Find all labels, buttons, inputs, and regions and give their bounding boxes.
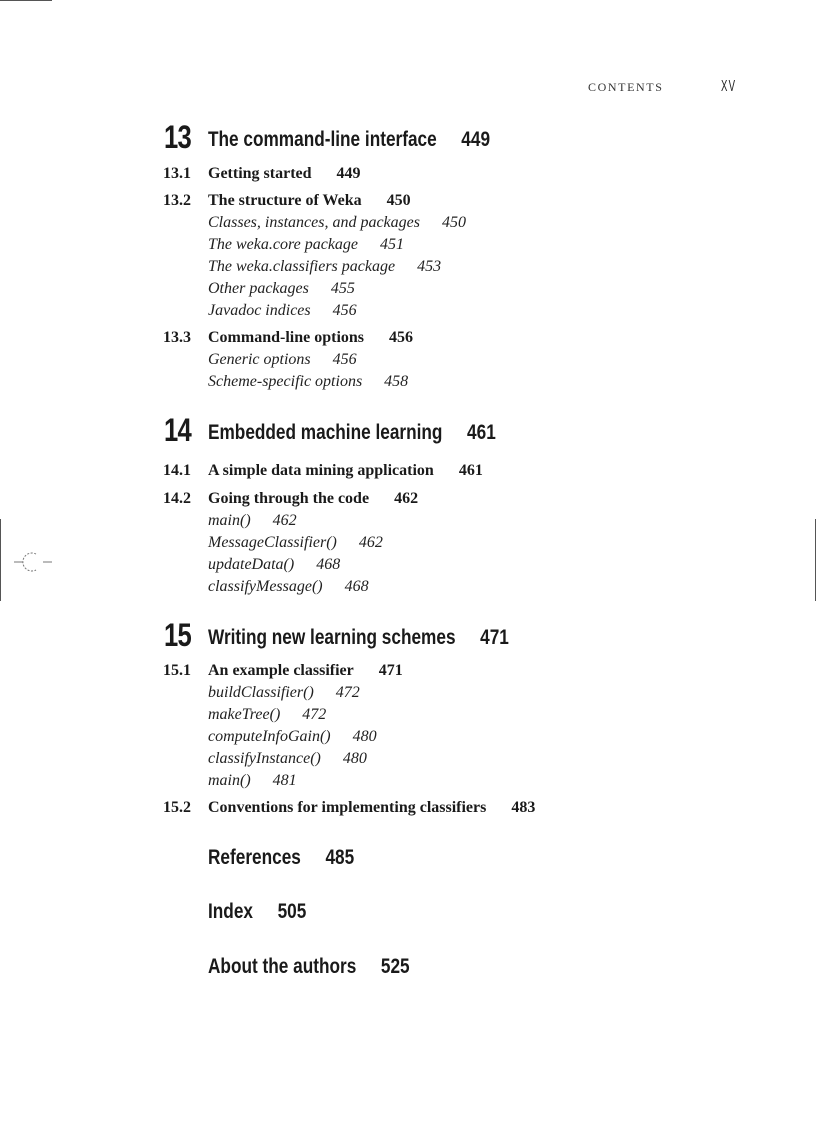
backmatter-references: References 485 bbox=[208, 846, 355, 869]
subsection-item: Javadoc indices 456 bbox=[208, 302, 357, 319]
subsection-page: 450 bbox=[441, 214, 466, 231]
backmatter-about-authors: About the authors 525 bbox=[208, 955, 410, 978]
section-title: Conventions for implementing classifiers 483 bbox=[208, 799, 536, 816]
subsection-item: buildClassifier() 472 bbox=[208, 684, 360, 701]
section-title: Command-line options 456 bbox=[208, 329, 414, 346]
subsection-page: 480 bbox=[352, 728, 377, 745]
subsection-page: 462 bbox=[358, 534, 383, 551]
chapter-page: 471 bbox=[480, 626, 509, 649]
section-title: Getting started 449 bbox=[208, 165, 361, 182]
section-number: 13.2 bbox=[163, 192, 191, 209]
subsection-page: 456 bbox=[332, 302, 357, 319]
subsection-item: Classes, instances, and packages 450 bbox=[208, 214, 466, 231]
section-number: 14.1 bbox=[163, 462, 191, 479]
subsection-item: Generic options 456 bbox=[208, 351, 357, 368]
subsection-page: 468 bbox=[316, 556, 341, 573]
subsection-item: main() 481 bbox=[208, 772, 297, 789]
crop-mark-top bbox=[0, 0, 52, 1]
section-title: Going through the code 462 bbox=[208, 490, 419, 507]
chapter-page: 449 bbox=[461, 128, 491, 151]
subsection-page: 453 bbox=[417, 258, 442, 275]
subsection-page: 472 bbox=[302, 706, 327, 723]
chapter-number: 15 bbox=[164, 617, 191, 653]
section-number: 15.2 bbox=[163, 799, 191, 816]
subsection-page: 462 bbox=[272, 512, 297, 529]
page-number: XV bbox=[721, 78, 737, 95]
subsection-item: computeInfoGain() 480 bbox=[208, 728, 377, 745]
subsection-page: 472 bbox=[335, 684, 360, 701]
backmatter-page: 525 bbox=[380, 955, 410, 978]
section-page: 449 bbox=[336, 165, 361, 182]
section-page: 450 bbox=[386, 192, 411, 209]
subsection-item: The weka.core package 451 bbox=[208, 236, 405, 253]
chapter-page: 461 bbox=[467, 421, 496, 444]
subsection-item: makeTree() 472 bbox=[208, 706, 327, 723]
section-page: 483 bbox=[511, 799, 536, 816]
subsection-page: 480 bbox=[342, 750, 367, 767]
chapter-title: The command-line interface 449 bbox=[208, 128, 491, 151]
subsection-item: classifyMessage() 468 bbox=[208, 578, 369, 595]
subsection-item: classifyInstance() 480 bbox=[208, 750, 367, 767]
section-number: 14.2 bbox=[163, 490, 191, 507]
subsection-item: Scheme-specific options 458 bbox=[208, 373, 409, 390]
chapter-title: Writing new learning schemes 471 bbox=[208, 626, 509, 649]
subsection-item: main() 462 bbox=[208, 512, 297, 529]
chapter-number: 14 bbox=[164, 412, 191, 448]
chapter-title: Embedded machine learning 461 bbox=[208, 421, 496, 444]
section-page: 462 bbox=[394, 490, 419, 507]
subsection-item: updateData() 468 bbox=[208, 556, 341, 573]
chapter-number: 13 bbox=[164, 119, 191, 155]
subsection-page: 481 bbox=[272, 772, 297, 789]
subsection-page: 455 bbox=[330, 280, 355, 297]
subsection-item: MessageClassifier() 462 bbox=[208, 534, 383, 551]
running-head bbox=[588, 78, 748, 98]
section-title: The structure of Weka 450 bbox=[208, 192, 411, 209]
section-title: An example classifier 471 bbox=[208, 662, 403, 679]
section-page: 471 bbox=[378, 662, 403, 679]
section-number: 13.1 bbox=[163, 165, 191, 182]
subsection-page: 468 bbox=[344, 578, 369, 595]
subsection-page: 458 bbox=[384, 373, 409, 390]
section-page: 456 bbox=[389, 329, 414, 346]
subsection-item: The weka.classifiers package 453 bbox=[208, 258, 442, 275]
section-title: A simple data mining application 461 bbox=[208, 462, 483, 479]
subsection-page: 451 bbox=[380, 236, 405, 253]
running-title: CONTENTS bbox=[588, 80, 664, 94]
subsection-item: Other packages 455 bbox=[208, 280, 355, 297]
registration-mark-icon bbox=[14, 550, 52, 574]
backmatter-page: 505 bbox=[277, 900, 307, 923]
section-number: 15.1 bbox=[163, 662, 191, 679]
backmatter-index: Index 505 bbox=[208, 900, 307, 923]
section-page: 461 bbox=[458, 462, 483, 479]
section-number: 13.3 bbox=[163, 329, 191, 346]
subsection-page: 456 bbox=[332, 351, 357, 368]
backmatter-page: 485 bbox=[325, 846, 355, 869]
crop-mark-left bbox=[0, 519, 1, 601]
